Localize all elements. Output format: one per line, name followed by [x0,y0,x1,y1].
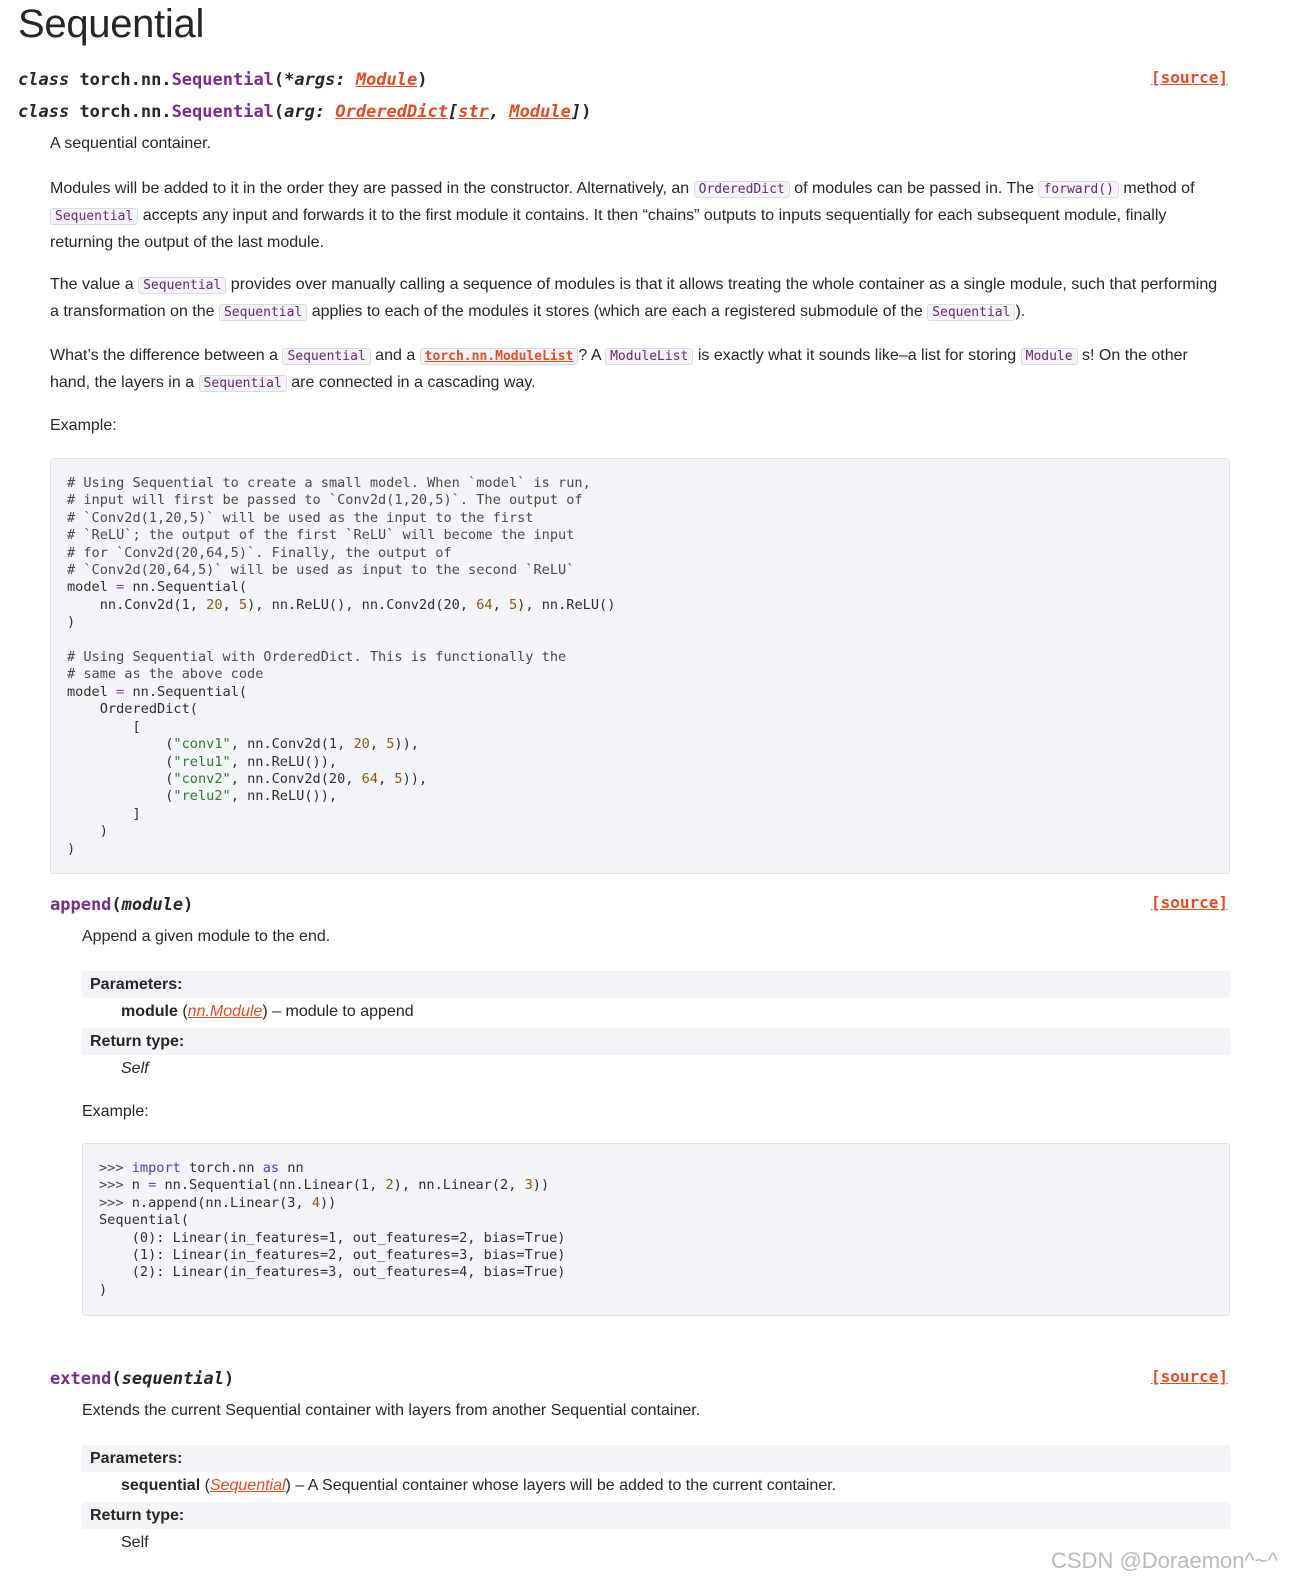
paren-open: ( [273,102,285,122]
code-block-sequential-example [50,458,1230,874]
page-title: Sequential [18,2,205,46]
inline-code: ModuleList [605,348,693,365]
method-name: extend [50,1369,112,1389]
type-link-ordereddict[interactable]: OrderedDict [335,102,448,122]
method-signature-extend: extend(sequential) [50,1369,235,1389]
intro-text: A sequential container. [50,135,212,152]
extend-description: Extends the current Sequential container with layers from another Sequential container. [82,1402,701,1419]
watermark-text: CSDN @Doraemon^~^ [1051,1548,1278,1573]
parameters-label: Parameters: [82,1445,1230,1472]
inline-code: Sequential [927,304,1015,321]
source-link[interactable]: [source] [1150,893,1228,912]
inline-code: Sequential [50,208,138,225]
inline-code: OrderedDict [694,181,790,198]
param-name: module [121,1003,178,1020]
description-paragraph-2: The value a Sequential provides over manually calling a sequence of modules is that it allows treating the whole container as a single module, such that performing a transformation on the Sequential applies to each of the modules it stores (which are each a registered submodule of the Sequential ). [50,276,1218,320]
param-type-link[interactable]: nn.Module [187,1003,263,1020]
arg-name: *args: [284,70,356,90]
modulelist-link[interactable]: torch.nn.ModuleList [420,348,579,365]
return-type-label: Return type: [82,1502,1230,1529]
class-name: Sequential [171,102,274,122]
extend-parameter: sequential (Sequential) – A Sequential container whose layers will be added to the current container. [121,1477,837,1494]
parameters-label: Parameters: [82,971,1230,998]
code-text: # Using Sequential to create a small model. When `model` is run, # input will first be passed to `Conv2d(1,20,5)`. The output of # `Conv2d(1,20,5)` will be used as the input to the first # `ReLU`; the output of the first `ReLU` will become the input # for `Conv2d(20,64,5)`. Finally, the output of # `Conv2d(20,64,5)` will be used as input to the second `ReLU` model = nn.Sequential( nn.Conv2d(1, 20, 5), nn.ReLU(), nn.Conv2d(20, 64, 5), nn.ReLU() ) # Using Sequential with OrderedDict. This is functionally the # same as the above code model = nn.Sequential( OrderedDict( [ ("conv1", nn.Conv2d(1, 20, 5)), ("relu1", nn.ReLU()), ("conv2", nn.Conv2d(20, 64, 5)), ("relu2", nn.ReLU()), ] ) ) [67,475,616,857]
class-signature-ordereddict: class torch.nn.Sequential(arg: OrderedDict[str, Module]) [18,102,592,122]
inline-code: Module [1021,348,1078,365]
param-type-link[interactable]: Sequential [209,1477,286,1494]
return-type-value: Self [121,1060,149,1077]
module-prefix: torch.nn. [79,70,172,90]
type-link-str[interactable]: str [458,102,489,122]
param-name: sequential [121,1477,201,1494]
method-arg: module [121,895,184,915]
paren-close: ) [581,102,592,122]
inline-code: Sequential [138,277,226,294]
paren-open: ( [273,70,285,90]
class-keyword: class [18,70,70,90]
inline-code: Sequential [219,304,307,321]
module-prefix: torch.nn. [79,102,172,122]
class-signature-args [18,66,428,94]
append-description: Append a given module to the end. [82,928,331,945]
return-type-value: Self [121,1534,149,1551]
append-parameter: module (nn.Module) – module to append [121,1003,414,1020]
source-link[interactable]: [source] [1150,68,1228,87]
description-paragraph-3: What’s the difference between a Sequential and a torch.nn.ModuleList ? A ModuleList is exactly what it sounds like–a list for storing Module s! On the other hand, the layers in a Sequential are connected in a cascading way. [50,347,1188,391]
method-signature-append: append(module) [50,895,194,915]
inline-code: forward() [1038,181,1118,198]
param-desc: – A Sequential container whose layers will be added to the current container. [290,1477,837,1494]
method-arg: sequential [121,1369,225,1389]
type-link-module[interactable]: Module [509,102,571,122]
example-label: Example: [50,417,117,434]
code-block-append-example [82,1143,1230,1316]
return-type-label: Return type: [82,1028,1230,1055]
example-label: Example: [82,1103,149,1120]
arg-name: arg: [284,102,336,122]
type-link-module[interactable]: Module [355,70,418,90]
param-desc: – module to append [267,1003,414,1020]
paren-close: ) [417,70,428,90]
class-name: Sequential [171,70,274,90]
inline-code: Sequential [199,375,287,392]
source-link[interactable]: [source] [1150,1367,1228,1386]
inline-code: Sequential [282,348,370,365]
code-text: >>> import torch.nn as nn >>> n = nn.Sequential(nn.Linear(1, 2), nn.Linear(2, 3)) >>> n.append(nn.Linear(3, 4)) Sequential( (0): Linear(in_features=1, out_features=2, bias=True) (1): Linear(in_features=2, out_features=3, bias=True) (2): Linear(in_features=3, out_features=4, bias=True) ) [99,1160,566,1298]
class-keyword: class [18,102,70,122]
method-name: append [50,895,112,915]
description-paragraph-1: Modules will be added to it in the order they are passed in the constructor. Alternatively, an OrderedDict of modules can be passed in. The forward() method of Sequential accepts any input and forwards it to the first module it contains. It then “chains” outputs to inputs sequentially for each subsequent module, finally returning the output of the last module. [50,180,1195,251]
